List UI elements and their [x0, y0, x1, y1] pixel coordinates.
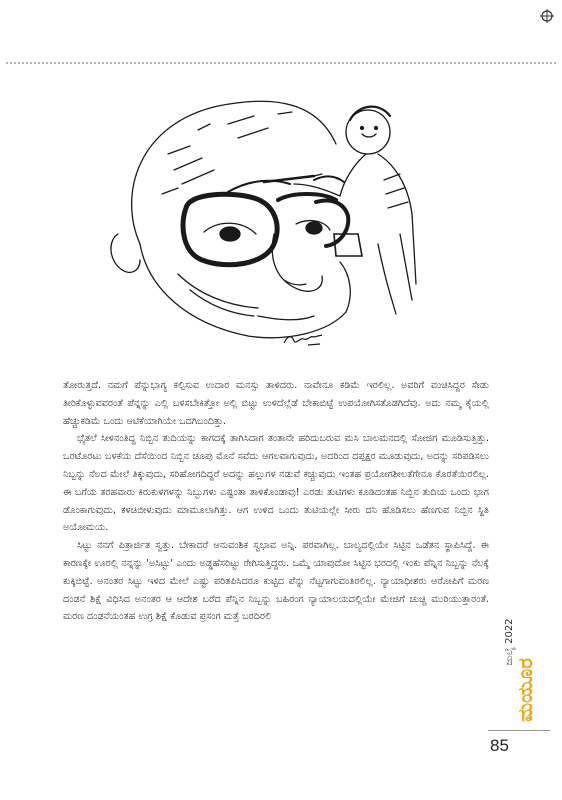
crop-mark-icon: [540, 8, 554, 22]
article-body: [63, 377, 489, 626]
paragraph: ತೋರುತ್ತದೆ. ನಮಗೆ ಪೆನ್ನುಭಾಗ್ಯ ಕಲ್ಪಿಸುವ ಉದಾರ ಮನಸ್ಸು ತಾಳಿದರು. ನಾವೇನೂ ಕಡಿಮೆ ಇರಲಿಲ್ಲ. ಅವರಿಗೆ ವಂಚಿಸಿದ್ದರ ಸೇಡು ತೀರಿಕೊಳ್ಳುವವರಂತೆ ಪೆನ್ನನ್ನು ಎಲ್ಲಿ ಬಳಸಬೇಕಿತ್ತೋ ಅಲ್ಲಿ ಬಿಟ್ಟು ಉಳಿದೆಲ್ಲೆಡೆ ಬೇಕಾಬಿಟ್ಟೆ ಉಪಯೋಗಿಸತೊಡಗಿದೆವು. ಅದು ನಮ್ಮ ಕೈಯಲ್ಲಿ ಹೆಚ್ಚುಕಡಿಮೆ ಒಂದು ಆಟಿಕೆಯಾಗಿಯೇ ಒದಗಿಬಂದಿತ್ತು.: [63, 380, 489, 427]
caricature-illustration-icon: [78, 84, 458, 364]
magazine-side-label: [500, 582, 540, 732]
artist-signature: [282, 331, 326, 349]
page-number-rule: [488, 730, 550, 731]
page-number: 85: [490, 736, 509, 755]
paragraph: ಭೈತಲೆ ಸೀಳಿನಂತಿದ್ದ ನಿಬ್ಬಿನ ತುದಿಯನ್ನು ಕಾಗದಕ್ಕೆ ತಾಗಿಸಿದಾಗ ತಂತಾನೇ ಹರಿದುಬರುವ ಮಸಿ ಬಾಲಮನದಲ್ಲಿ ಸೋಜಿಗ ಮೂಡಿಸುತ್ತಿತ್ತು. ಒರಟೊರಟು ಬಳಕೆಯ ದೆಸೆಯಿಂದ ನಿಬ್ಬಿನ ಚೂಪು ಮೊನೆ ಸವೆದು ಆಗಲವಾಗುವುದು, ಅದರಿಂದ ದಪ್ಪಕ್ಷರ ಮೂಡುವುದು, ಅದನ್ನು ಸರಿಪಡಿಸಲು ನಿಬ್ಬನ್ನು ನೆಲದ ಮೇಲೆ ತಿಕ್ಕುವುದು, ಸರಿಹೋಗದಿದ್ದರೆ ಅದನ್ನು ಹಲ್ಲುಗಳ ನಡುವೆ ಕಚ್ಚುವುದು ಇಂತಹ ಪ್ರಯೋಗಶೀಲತೆಗೇನೂ ಕೊರತೆಯಿರಲಿಲ್ಲ. ಈ ಬಗೆಯ ತರಹವಾರು ಕಿರುಕುಳಗಳನ್ನು ನಿಬ್ಬುಗಳು ಎಷ್ಟಂತಾ ತಾಳಿಕೊಂಡಾವು! ಎರಡು ತುಟಿಗಳು ಕೂಡಿದಂತಹ ನಿಬ್ಬಿನ ತುದಿಯ ಒಂದು ಭಾಗ ಡೊಂಕಾಗುವುದು, ಕಳಚಿಬೀಳುವುದು ಮಾಮೂಲಾಗಿತ್ತು. ಆಗ ಉಳಿದ ಒಂದು ತುಟಿಯಲ್ಲೇ ಸೀರು ದನಿ ಹೊಡಿಸಲು ಹೆಣಗುವ ನಿಬ್ಬಿನ ಸ್ಥಿತಿ ಅಯೋಮಯ.: [63, 433, 489, 534]
issue-date: ಜುಲೈ 2022: [504, 618, 515, 666]
dotted-divider: [6, 62, 556, 64]
paragraph: ಸಿಟ್ಟು ನನಗೆ ಪಿತ್ರಾರ್ಜಿತ ಸ್ವತ್ತು. ಬೇಕಾದರೆ ಆನುವಂಶಿಕ ಸ್ವಭಾವ ಅನ್ನಿ. ಪರವಾಗಿಲ್ಲ. ಬಾಲ್ಯದಲ್ಲಿಯೇ ಸಿಟ್ಟಿನ ಒಡೆತನ ಸ್ಥಾಪಿಸಿದ್ದೆ. ಈ ಕಾರಣಕ್ಕೇ ಊರಲ್ಲಿ ನನ್ನನ್ನು 'ಅಸಿಟ್ಟು' ಎಂದು ಅಡ್ಡಹೆಸರಿಟ್ಟು ರೇಗಿಸುತ್ತಿದ್ದರು. ಒಮ್ಮೆ ಯಾವುದೋ ಸಿಟ್ಟಿನ ಭರದಲ್ಲಿ ಇಂಕು ಪೆನ್ನಿನ ನಿಬ್ಬನ್ನು ನೆಲಕ್ಕೆ ಕುಕ್ಕಿಬಿಟ್ಟೆ. ಅನಂತರ ಸಿಟ್ಟು ಇಳಿದ ಮೇಲೆ ಎಷ್ಟು ಪರಿತಪಿಸಿದರೂ ಕುಟ್ಟಿದ ಪೆನ್ನು ನೆಟ್ಟಗಾಗುವಂತಿರಲಿಲ್ಲ. ನ್ಯಾಯಾಧೀಶರು ಆರೋಪಿಗೆ ಮರಣ ದಂಡನೆ ಶಿಕ್ಷೆ ವಿಧಿಸಿದ ಅನಂತರ ಆ ಆದೇಶ ಬರೆದ ಪೆನ್ನಿನ ನಿಬ್ಬನ್ನು ಬಹಿರಂಗ ನ್ಯಾಯಾಲಯದಲ್ಲಿಯೇ ಮೇಜಿಗೆ ಚುಚ್ಚಿ ಮುರಿಯುತ್ತಾರಂತೆ. ಮರಣ ದಂಡನೆಯಂತಹ ಉಗ್ರ ಶಿಕ್ಷೆ ಕೊಡುವ ಪ್ರಸಂಗ ಮತ್ತೆ ಬರದಿರಲಿ: [63, 540, 489, 623]
magazine-name: ಮಯೂರ: [513, 658, 537, 722]
